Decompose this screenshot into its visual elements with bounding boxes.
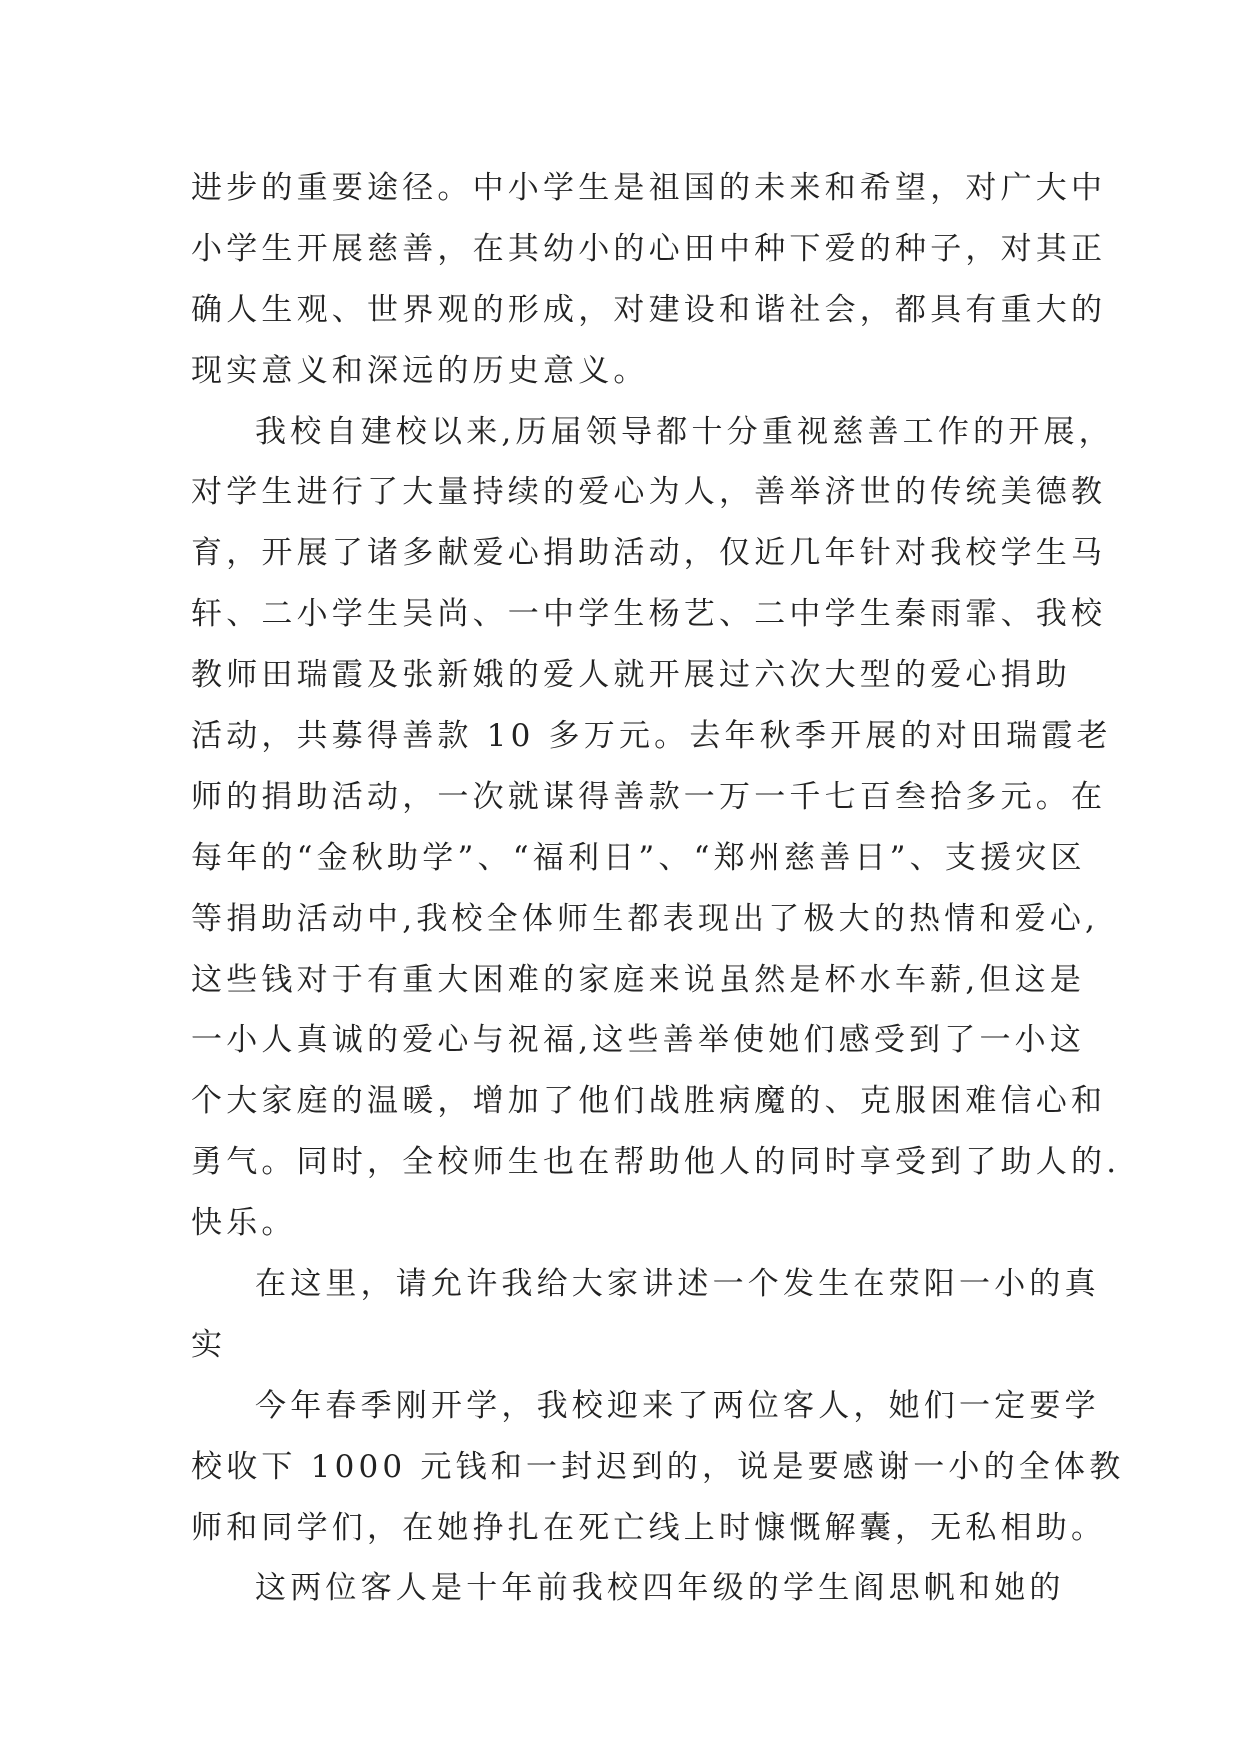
paragraph bbox=[191, 1376, 1125, 1559]
text-line: 进步的重要途径。中小学生是祖国的未来和希望，对广大中 bbox=[191, 170, 1107, 206]
text-line: 师和同学们，在她挣扎在死亡线上时慷慨解囊，无私相助。 bbox=[191, 1509, 1107, 1546]
text-line: 一小人真诚的爱心与祝福,这些善举使她们感受到了一小这 bbox=[191, 1022, 1086, 1059]
text-line: 今年春季刚开学，我校迎来了两位客人，她们一定要学 bbox=[255, 1387, 1100, 1424]
text-line: 活动，共募得善款 10 多万元。去年秋季开展的对田瑞霞老 bbox=[191, 718, 1112, 755]
text-line: 这两位客人是十年前我校四年级的学生阎思帆和她的 bbox=[255, 1570, 1065, 1607]
text-line: 轩、二小学生吴尚、一中学生杨艺、二中学生秦雨霏、我校 bbox=[191, 596, 1107, 633]
text-line: 勇气。同时，全校师生也在帮助他人的同时享受到了助人的. bbox=[191, 1144, 1121, 1181]
text-line: 教师田瑞霞及张新娥的爱人就开展过六次大型的爱心捐助 bbox=[191, 657, 1071, 694]
text-line: 实 bbox=[191, 1326, 227, 1363]
text-line: 现实意义和深远的历史意义。 bbox=[191, 352, 649, 389]
paragraph bbox=[191, 158, 1107, 402]
text-line: 确人生观、世界观的形成，对建设和谐社会，都具有重大的 bbox=[191, 291, 1107, 328]
text-line: 每年的“金秋助学”、“福利日”、“郑州慈善日”、支援灾区 bbox=[191, 839, 1086, 876]
text-line: 这些钱对于有重大困难的家庭来说虽然是杯水车薪,但这是 bbox=[191, 961, 1086, 998]
text-line: 小学生开展慈善，在其幼小的心田中种下爱的种子，对其正 bbox=[191, 230, 1107, 267]
text-line: 我校自建校以来,历届领导都十分重视慈善工作的开展， bbox=[255, 413, 1114, 450]
text-line: 个大家庭的温暖，增加了他们战胜病魔的、克服困难信心和 bbox=[191, 1083, 1107, 1120]
paragraph bbox=[191, 402, 1121, 1254]
paragraph bbox=[191, 1558, 1071, 1619]
text-line: 师的捐助活动，一次就谋得善款一万一千七百叁拾多元。在 bbox=[191, 778, 1107, 815]
document-body bbox=[191, 158, 1125, 1619]
text-line: 快乐。 bbox=[191, 1205, 297, 1242]
text-line: 在这里，请允许我给大家讲述一个发生在荥阳一小的真 bbox=[255, 1266, 1100, 1303]
text-line: 校收下 1000 元钱和一封迟到的，说是要感谢一小的全体教 bbox=[191, 1448, 1125, 1485]
text-line: 育，开展了诸多献爱心捐助活动，仅近几年针对我校学生马 bbox=[191, 535, 1107, 572]
text-line: 等捐助活动中,我校全体师生都表现出了极大的热情和爱心, bbox=[191, 900, 1100, 937]
paragraph bbox=[191, 1254, 1100, 1376]
text-line: 对学生进行了大量持续的爱心为人，善举济世的传统美德教 bbox=[191, 474, 1107, 511]
